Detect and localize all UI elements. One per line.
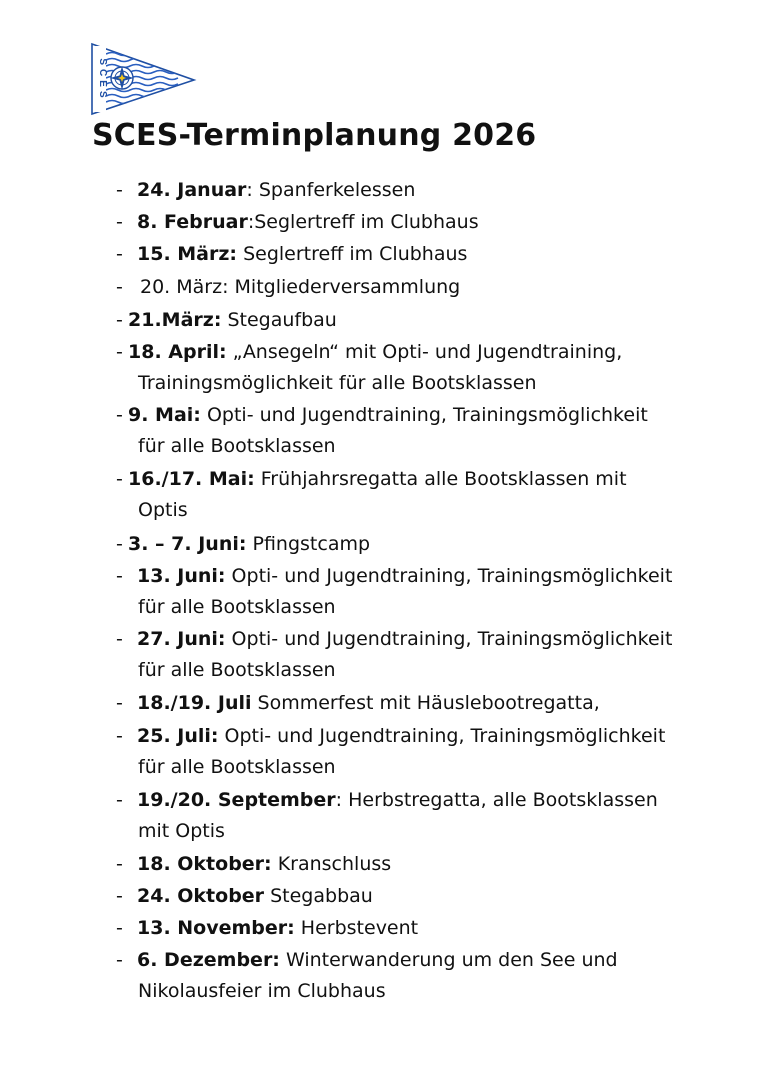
event-description: Stegaufbau — [221, 309, 337, 331]
event-description: Opti- und Jugendtraining, Trainingsmöglichkeit — [225, 628, 673, 650]
event-line — [128, 305, 337, 335]
event-date: 18./19. Juli — [137, 692, 252, 714]
event-line — [128, 400, 648, 430]
event-line — [137, 207, 479, 237]
event-date: 13. November: — [137, 917, 295, 939]
list-dash: - — [116, 309, 123, 331]
event-description: 20. März: Mitgliederversammlung — [140, 276, 461, 298]
list-dash: - — [116, 468, 123, 490]
list-dash: - — [116, 692, 123, 714]
event-item — [0, 400, 763, 457]
event-line — [128, 464, 627, 494]
event-item — [0, 337, 763, 394]
list-dash: - — [116, 725, 123, 747]
event-line — [137, 721, 665, 751]
event-description-continued: für alle Bootsklassen — [138, 435, 336, 457]
event-description-continued: Trainingsmöglichkeit für alle Bootsklassen — [138, 372, 537, 394]
list-dash: - — [116, 565, 123, 587]
list-dash: - — [116, 853, 123, 875]
event-description: :Seglertreff im Clubhaus — [247, 211, 479, 233]
event-item — [0, 785, 763, 842]
logo-letters: SCES — [97, 58, 108, 102]
list-dash: - — [116, 789, 123, 811]
event-description: : Spanferkelessen — [246, 179, 416, 201]
event-item — [0, 913, 763, 943]
event-item — [0, 207, 763, 237]
event-date: 18. April: — [128, 341, 227, 363]
event-date: 9. Mai: — [128, 404, 201, 426]
list-dash: - — [116, 533, 123, 555]
event-date: 24. Januar — [137, 179, 247, 201]
event-description: Winterwanderung um den See und — [279, 949, 618, 971]
event-description-continued: für alle Bootsklassen — [138, 659, 336, 681]
event-line — [137, 881, 373, 911]
event-date: 3. – 7. Juni: — [128, 533, 247, 555]
event-line — [137, 849, 391, 879]
event-description: Pfingstcamp — [246, 533, 371, 555]
event-description: „Ansegeln“ mit Opti- und Jugendtraining, — [226, 341, 623, 363]
event-line — [137, 624, 672, 654]
event-description: Sommerfest mit Häuslebootregatta, — [251, 692, 600, 714]
event-item — [0, 529, 763, 559]
event-line — [128, 529, 370, 559]
event-date: 25. Juli: — [137, 725, 219, 747]
event-item — [0, 624, 763, 681]
event-item — [0, 175, 763, 205]
event-description: Stegabbau — [264, 885, 373, 907]
event-line — [137, 175, 415, 205]
event-description: Herbstevent — [294, 917, 419, 939]
list-dash: - — [116, 949, 123, 971]
list-dash: - — [116, 243, 123, 265]
event-line — [137, 945, 618, 975]
event-description: Opti- und Jugendtraining, Trainingsmöglichkeit — [225, 565, 673, 587]
event-line — [128, 337, 622, 367]
event-item — [0, 881, 763, 911]
event-item — [0, 305, 763, 335]
event-date: 16./17. Mai: — [128, 468, 255, 490]
event-description-continued: für alle Bootsklassen — [138, 596, 336, 618]
event-item — [0, 239, 763, 269]
list-dash: - — [116, 211, 123, 233]
event-description-continued: mit Optis — [138, 820, 225, 842]
event-item — [0, 945, 763, 1002]
list-dash: - — [116, 917, 123, 939]
list-dash: - — [116, 341, 123, 363]
page-title: SCES-Terminplanung 2026 — [92, 118, 537, 153]
event-description-continued: für alle Bootsklassen — [138, 756, 336, 778]
event-description: Opti- und Jugendtraining, Trainingsmöglichkeit — [218, 725, 666, 747]
event-description: Kranschluss — [271, 853, 392, 875]
event-line — [137, 785, 658, 815]
event-line — [137, 913, 418, 943]
event-item — [0, 464, 763, 521]
event-date: 8. Februar — [137, 211, 248, 233]
event-item — [0, 272, 763, 302]
event-item — [0, 849, 763, 879]
event-description: Frühjahrsregatta alle Bootsklassen mit — [254, 468, 627, 490]
event-item — [0, 721, 763, 778]
event-line — [140, 272, 460, 302]
event-item — [0, 561, 763, 618]
event-date: 24. Oktober — [137, 885, 265, 907]
list-dash: - — [116, 885, 123, 907]
event-line — [137, 561, 672, 591]
event-date: 21.März: — [128, 309, 222, 331]
event-date: 27. Juni: — [137, 628, 226, 650]
event-date: 15. März: — [137, 243, 238, 265]
list-dash: - — [116, 179, 123, 201]
event-item — [0, 688, 763, 718]
list-dash: - — [116, 404, 123, 426]
event-description-continued: Optis — [138, 499, 188, 521]
list-dash: - — [116, 276, 123, 298]
event-description-continued: Nikolausfeier im Clubhaus — [138, 980, 386, 1002]
event-date: 19./20. September — [137, 789, 336, 811]
event-line — [137, 688, 600, 718]
event-description: Opti- und Jugendtraining, Trainingsmöglichkeit — [200, 404, 648, 426]
event-description: : Herbstregatta, alle Bootsklassen — [335, 789, 658, 811]
event-date: 6. Dezember: — [137, 949, 280, 971]
event-description: Seglertreff im Clubhaus — [237, 243, 468, 265]
event-line — [137, 239, 467, 269]
event-date: 18. Oktober: — [137, 853, 272, 875]
list-dash: - — [116, 628, 123, 650]
event-date: 13. Juni: — [137, 565, 226, 587]
